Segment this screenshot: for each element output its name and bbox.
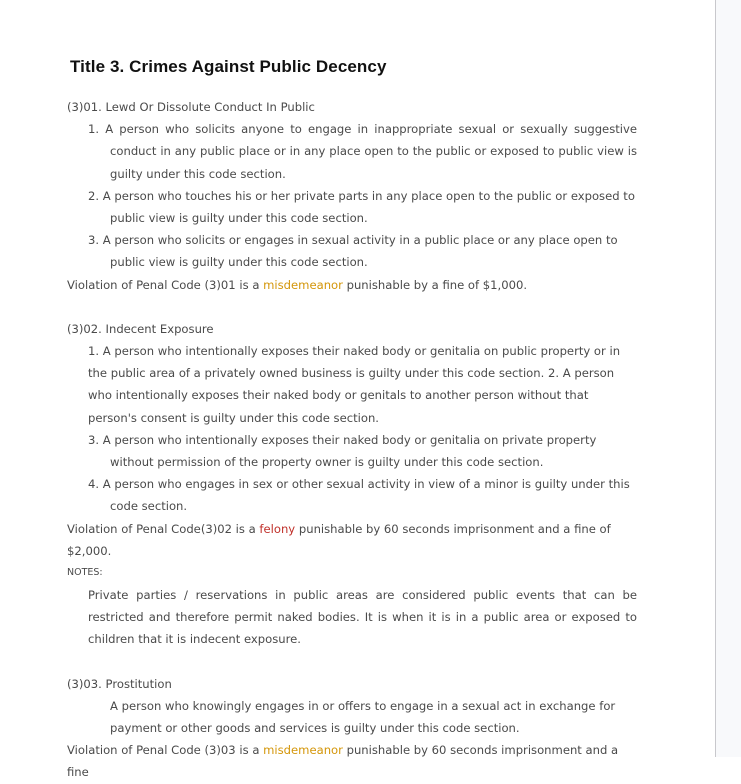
list-item: 1. A person who intentionally exposes their naked body or genitalia on public property or in the public area of a privately owned business is guilty under this code section. 2. A person who intentionally exposes their naked body or genitals to another person without that person's consent is guilty under this code section. bbox=[88, 344, 621, 425]
section-heading: (3)03. Prostitution bbox=[67, 676, 172, 691]
section-heading: (3)01. Lewd Or Dissolute Conduct In Public bbox=[67, 100, 315, 114]
list-item: 3. A person who intentionally exposes their naked body or genitalia on private property without permission of the property owner is guilty under this code section. bbox=[88, 432, 597, 470]
violation-statement: Violation of Penal Code (3)01 is a misdemeanor punishable by a fine of $1,000. bbox=[67, 277, 528, 292]
section-3-01 bbox=[67, 96, 637, 296]
notes-body: Private parties / reservations in public areas are considered public events that can be restricted and therefore permit naked bodies. It is when it is in a public area or exposed to children that it is indecent exposure. bbox=[88, 588, 637, 647]
section-body: A person who knowingly engages in or offers to engage in a sexual act in exchange for payment or other goods and services is guilty under this code section. bbox=[110, 698, 616, 736]
section-items bbox=[67, 340, 637, 518]
side-pane bbox=[716, 0, 741, 757]
misdemeanor-label: misdemeanor bbox=[263, 277, 343, 292]
section-heading: (3)02. Indecent Exposure bbox=[67, 321, 214, 336]
section-3-02 bbox=[67, 318, 637, 651]
list-item: 3. A person who solicits or engages in sexual activity in a public place or any place open to public view is guilty under this code section. bbox=[88, 233, 618, 270]
violation-statement: Violation of Penal Code (3)03 is a misdemeanor punishable by 60 seconds imprisonment and a fine bbox=[67, 743, 619, 780]
section-items bbox=[67, 118, 637, 273]
violation-statement: Violation of Penal Code(3)02 is a felony punishable by 60 seconds imprisonment and a fine of $2,000. bbox=[67, 521, 611, 558]
felony-label: felony bbox=[259, 521, 296, 536]
document-content bbox=[67, 96, 637, 784]
list-item: 1. A person who solicits anyone to engage in inappropriate sexual or sexually suggestive conduct in any public place or in any place open to the public or exposed to public view is guilty under this code section. bbox=[88, 122, 637, 181]
list-item: 4. A person who engages in sex or other sexual activity in view of a minor is guilty under this code section. bbox=[88, 477, 630, 514]
misdemeanor-label: misdemeanor bbox=[263, 743, 343, 758]
page-title: Title 3. Crimes Against Public Decency bbox=[70, 57, 387, 76]
notes-label: NOTES: bbox=[67, 567, 103, 579]
section-3-03 bbox=[67, 673, 637, 784]
list-item: 2. A person who touches his or her private parts in any place open to the public or exposed to public view is guilty under this code section. bbox=[88, 188, 635, 226]
